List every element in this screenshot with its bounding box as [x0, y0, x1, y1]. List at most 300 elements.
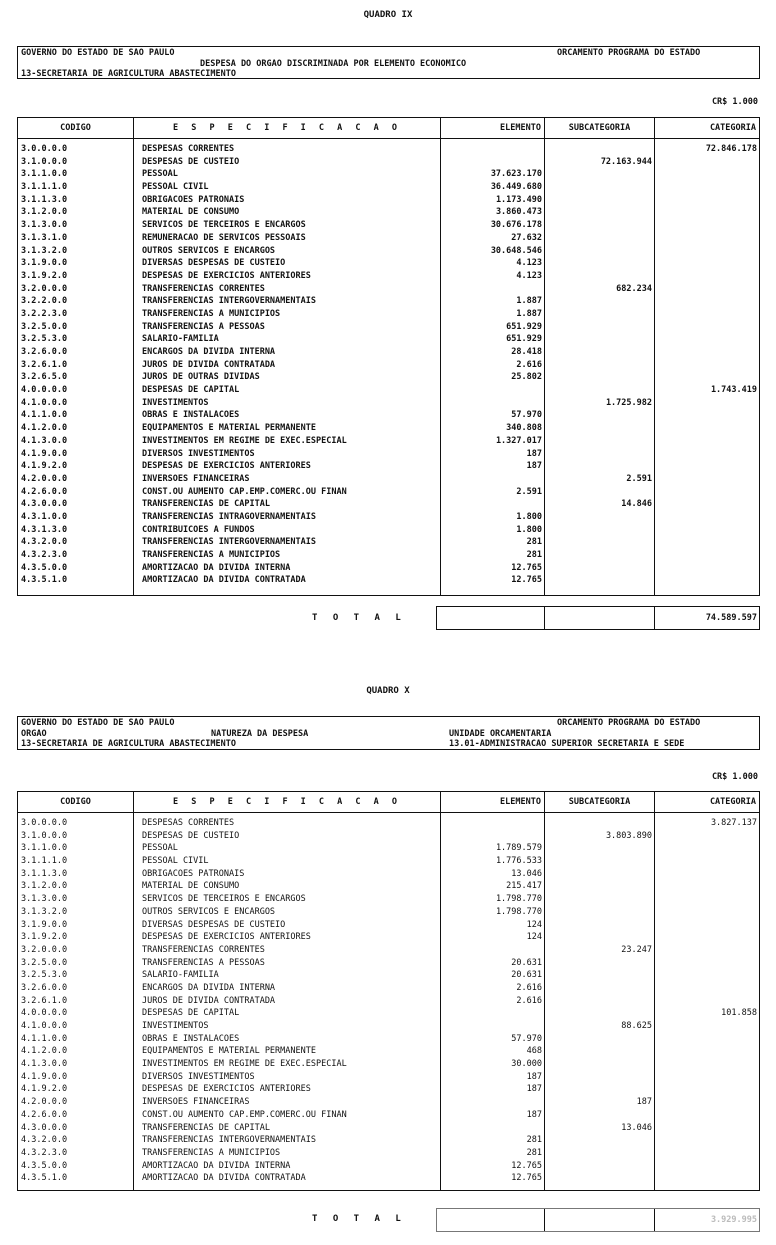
cell-elemento: 36.449.680: [490, 182, 542, 193]
cell-especificacao: DESPESAS DE CAPITAL: [142, 1008, 240, 1019]
cell-categoria: [655, 536, 759, 549]
cell-categoria: [655, 1147, 759, 1160]
cell-elemento: 1.887: [516, 308, 542, 319]
cell-especificacao: OBRIGACOES PATRONAIS: [142, 194, 245, 205]
cell-elemento: 1.887: [516, 296, 542, 307]
cell-elemento: 3.860.473: [495, 207, 542, 218]
cell-elemento: 30.648.546: [490, 245, 542, 256]
cell-subcategoria: [545, 232, 654, 245]
cell-codigo: 4.3.0.0.0: [21, 499, 68, 510]
cell-codigo: 3.2.6.1.0: [21, 995, 68, 1006]
cell-especificacao: PESSOAL CIVIL: [142, 182, 209, 193]
cell-codigo: 4.3.5.0.0: [21, 1160, 68, 1171]
cell-categoria: [655, 486, 759, 499]
cell-codigo: 3.1.3.2.0: [21, 906, 68, 917]
quadro-x-total-label: T O T A L: [312, 1214, 406, 1224]
quadro-x-title: QUADRO X: [366, 686, 410, 696]
cell-subcategoria: 187: [636, 1097, 652, 1108]
especificacao-column: [134, 139, 441, 595]
cell-codigo: 4.1.1.0.0: [21, 410, 68, 421]
cell-subcategoria: [545, 460, 654, 473]
cell-categoria: [655, 893, 759, 906]
cell-subcategoria: [545, 371, 654, 384]
subcategoria-column: [545, 813, 655, 1190]
col-header-subcategoria: SUBCATEGORIA: [545, 118, 655, 138]
cell-subcategoria: 1.725.982: [605, 397, 652, 408]
cell-especificacao: TRANSFERENCIAS A MUNICIPIOS: [142, 308, 281, 319]
cell-especificacao: DESPESAS DE EXERCICIOS ANTERIORES: [142, 461, 311, 472]
subcategoria-column: [545, 139, 655, 595]
cell-categoria: [655, 511, 759, 524]
cell-codigo: 3.1.1.3.0: [21, 868, 68, 879]
cell-codigo: 3.1.1.3.0: [21, 194, 68, 205]
cell-especificacao: INVESTIMENTOS EM REGIME DE EXEC.ESPECIAL: [142, 435, 347, 446]
cell-codigo: 3.1.1.0.0: [21, 169, 68, 180]
cell-subcategoria: [545, 257, 654, 270]
cell-codigo: 3.1.3.0.0: [21, 894, 68, 905]
cell-codigo: 4.1.3.0.0: [21, 435, 68, 446]
cell-elemento: 187: [526, 448, 542, 459]
quadro-x-unit: CR$ 1.000: [711, 772, 758, 782]
cell-codigo: 3.2.0.0.0: [21, 944, 68, 955]
cell-elemento: 281: [526, 1135, 542, 1146]
cell-especificacao: TRANSFERENCIAS A PESSOAS: [142, 321, 265, 332]
header-budget-program: ORCAMENTO PROGRAMA DO ESTADO: [557, 48, 701, 58]
cell-especificacao: AMORTIZACAO DA DIVIDA CONTRATADA: [142, 1173, 306, 1184]
cell-categoria: [655, 574, 759, 587]
codigo-column: [18, 139, 134, 595]
cell-subcategoria: [545, 969, 654, 982]
cell-codigo: 4.3.5.0.0: [21, 562, 68, 573]
cell-categoria: [655, 359, 759, 372]
cell-categoria: [655, 919, 759, 932]
cell-codigo: 4.2.0.0.0: [21, 1097, 68, 1108]
cell-categoria: [655, 283, 759, 296]
cell-subcategoria: [545, 982, 654, 995]
cell-codigo: 4.0.0.0.0: [21, 385, 68, 396]
cell-subcategoria: [545, 1083, 654, 1096]
cell-elemento: 1.776.533: [495, 856, 542, 867]
cell-especificacao: INVESTIMENTOS EM REGIME DE EXEC.ESPECIAL: [142, 1059, 347, 1070]
cell-codigo: 3.1.9.0.0: [21, 258, 68, 269]
cell-especificacao: DIVERSAS DESPESAS DE CUSTEIO: [142, 919, 286, 930]
cell-elemento: 1.798.770: [495, 906, 542, 917]
cell-subcategoria: 88.625: [621, 1021, 652, 1031]
cell-subcategoria: [545, 906, 654, 919]
cell-elemento: 1.798.770: [495, 894, 542, 905]
total-elemento: [437, 607, 545, 629]
cell-categoria: [655, 1122, 759, 1135]
cell-especificacao: DESPESAS CORRENTES: [142, 818, 235, 828]
cell-subcategoria: [545, 995, 654, 1008]
cell-especificacao: DIVERSAS DESPESAS DE CUSTEIO: [142, 258, 286, 269]
categoria-column: [655, 139, 759, 595]
cell-elemento: 281: [526, 1147, 542, 1158]
cell-elemento: [441, 283, 544, 296]
cell-subcategoria: [545, 1134, 654, 1147]
cell-elemento: 124: [526, 919, 542, 930]
cell-subcategoria: [545, 855, 654, 868]
cell-elemento: 13.046: [511, 868, 542, 879]
col-header-especificacao: E S P E C I F I C A C A O: [134, 118, 441, 138]
cell-elemento: [441, 1020, 544, 1033]
cell-codigo: 3.2.2.3.0: [21, 308, 68, 319]
cell-elemento: 2.591: [516, 486, 542, 497]
cell-codigo: 3.0.0.0.0: [21, 144, 68, 154]
total-categoria: 74.589.597: [705, 613, 757, 623]
quadro-ix-total-row: [436, 606, 760, 630]
cell-categoria: [655, 257, 759, 270]
cell-especificacao: TRANSFERENCIAS CORRENTES: [142, 283, 265, 294]
total-elemento: [437, 1209, 545, 1231]
cell-categoria: [655, 409, 759, 422]
cell-elemento: 1.800: [516, 524, 542, 535]
table-body: [18, 139, 759, 595]
cell-categoria: [655, 549, 759, 562]
cell-categoria: [655, 1083, 759, 1096]
cell-categoria: [655, 1045, 759, 1058]
cell-especificacao: EQUIPAMENTOS E MATERIAL PERMANENTE: [142, 1046, 316, 1057]
cell-especificacao: DESPESAS DE CUSTEIO: [142, 830, 240, 841]
cell-codigo: 3.1.0.0.0: [21, 156, 68, 167]
col-header-elemento: ELEMENTO: [441, 792, 545, 812]
cell-subcategoria: [545, 308, 654, 321]
cell-elemento: [441, 397, 544, 410]
cell-subcategoria: [545, 1172, 654, 1185]
cell-especificacao: TRANSFERENCIAS A PESSOAS: [142, 957, 265, 968]
cell-especificacao: REMUNERACAO DE SERVICOS PESSOAIS: [142, 232, 306, 243]
cell-codigo: 3.2.6.5.0: [21, 372, 68, 383]
cell-especificacao: TRANSFERENCIAS INTERGOVERNAMENTAIS: [142, 537, 316, 548]
cell-especificacao: TRANSFERENCIAS DE CAPITAL: [142, 1122, 270, 1133]
cell-subcategoria: [545, 1058, 654, 1071]
cell-especificacao: JUROS DE OUTRAS DIVIDAS: [142, 372, 260, 383]
cell-elemento: 468: [526, 1046, 542, 1057]
cell-especificacao: OBRIGACOES PATRONAIS: [142, 868, 245, 879]
cell-subcategoria: 13.046: [621, 1122, 652, 1133]
cell-categoria: [655, 270, 759, 283]
cell-codigo: 4.1.0.0.0: [21, 397, 68, 408]
cell-categoria: [655, 1096, 759, 1109]
table-body: [18, 813, 759, 1190]
cell-subcategoria: [545, 295, 654, 308]
cell-codigo: 4.2.0.0.0: [21, 473, 68, 484]
cell-subcategoria: [545, 1007, 654, 1020]
quadro-ix-total-label: T O T A L: [312, 613, 406, 623]
cell-categoria: [655, 473, 759, 486]
cell-subcategoria: [545, 1109, 654, 1122]
header-budget-unit: 13.01-ADMINISTRACAO SUPERIOR SECRETARIA E SEDE: [449, 739, 685, 749]
cell-codigo: 4.1.2.0.0: [21, 1046, 68, 1057]
cell-elemento: [441, 143, 544, 156]
cell-especificacao: INVESTIMENTOS: [142, 1021, 209, 1031]
cell-subcategoria: [545, 448, 654, 461]
total-subcategoria: [545, 1209, 655, 1231]
cell-elemento: 12.765: [511, 562, 542, 573]
cell-categoria: [655, 842, 759, 855]
cell-categoria: [655, 1109, 759, 1122]
cell-elemento: 187: [526, 1071, 542, 1082]
total-categoria: 3.929.995: [710, 1215, 757, 1225]
cell-especificacao: TRANSFERENCIAS INTERGOVERNAMENTAIS: [142, 1135, 316, 1146]
header-unit-label: UNIDADE ORCAMENTARIA: [449, 728, 552, 739]
header-organ: 13-SECRETARIA DE AGRICULTURA ABASTECIMENTO: [21, 739, 236, 749]
cell-especificacao: DIVERSOS INVESTIMENTOS: [142, 1071, 255, 1082]
cell-categoria: [655, 371, 759, 384]
header-nature-label: NATUREZA DA DESPESA: [211, 728, 309, 739]
cell-codigo: 4.1.9.0.0: [21, 448, 68, 459]
cell-categoria: [655, 1058, 759, 1071]
cell-subcategoria: [545, 1147, 654, 1160]
cell-codigo: 3.2.5.0.0: [21, 321, 68, 332]
quadro-ix-unit: CR$ 1.000: [711, 97, 758, 107]
cell-especificacao: JUROS DE DIVIDA CONTRATADA: [142, 359, 276, 370]
cell-subcategoria: [545, 1045, 654, 1058]
cell-especificacao: SALARIO-FAMILIA: [142, 970, 219, 981]
cell-subcategoria: [545, 957, 654, 970]
cell-codigo: 3.1.2.0.0: [21, 207, 68, 218]
cell-especificacao: TRANSFERENCIAS A MUNICIPIOS: [142, 1147, 281, 1158]
cell-subcategoria: [545, 346, 654, 359]
cell-subcategoria: [545, 486, 654, 499]
cell-subcategoria: [545, 562, 654, 575]
cell-codigo: 3.1.9.0.0: [21, 919, 68, 930]
cell-categoria: [655, 1071, 759, 1084]
cell-subcategoria: [545, 1071, 654, 1084]
cell-elemento: 340.808: [506, 423, 542, 434]
cell-codigo: 4.1.0.0.0: [21, 1021, 68, 1031]
cell-codigo: 3.1.0.0.0: [21, 830, 68, 841]
cell-subcategoria: 2.591: [626, 473, 652, 484]
cell-elemento: 124: [526, 932, 542, 943]
cell-subcategoria: 14.846: [621, 499, 652, 510]
cell-categoria: [655, 931, 759, 944]
cell-elemento: 4.123: [516, 258, 542, 269]
cell-especificacao: ENCARGOS DA DIVIDA INTERNA: [142, 347, 276, 357]
cell-subcategoria: [545, 206, 654, 219]
cell-codigo: 3.1.1.0.0: [21, 843, 68, 854]
cell-codigo: 3.2.6.1.0: [21, 359, 68, 370]
header-government: GOVERNO DO ESTADO DE SAO PAULO: [21, 48, 175, 58]
cell-codigo: 4.3.0.0.0: [21, 1122, 68, 1133]
cell-codigo: 4.2.6.0.0: [21, 486, 68, 497]
cell-elemento: [441, 1122, 544, 1135]
cell-subcategoria: [545, 880, 654, 893]
cell-subcategoria: 3.803.890: [605, 830, 652, 841]
cell-codigo: 3.1.3.2.0: [21, 245, 68, 256]
cell-codigo: 4.1.9.0.0: [21, 1071, 68, 1082]
cell-subcategoria: 682.234: [616, 283, 652, 294]
cell-categoria: [655, 168, 759, 181]
cell-subcategoria: [545, 194, 654, 207]
cell-subcategoria: [545, 817, 654, 830]
cell-codigo: 3.1.9.2.0: [21, 932, 68, 943]
cell-especificacao: TRANSFERENCIAS CORRENTES: [142, 944, 265, 955]
cell-especificacao: MATERIAL DE CONSUMO: [142, 881, 240, 892]
cell-elemento: 2.616: [516, 995, 542, 1006]
cell-elemento: 30.000: [511, 1059, 542, 1070]
cell-especificacao: OBRAS E INSTALACOES: [142, 410, 240, 421]
categoria-column: [655, 813, 759, 1190]
cell-especificacao: EQUIPAMENTOS E MATERIAL PERMANENTE: [142, 423, 316, 434]
cell-codigo: 4.0.0.0.0: [21, 1008, 68, 1019]
cell-elemento: [441, 384, 544, 397]
cell-subcategoria: [545, 168, 654, 181]
header-budget-program: ORCAMENTO PROGRAMA DO ESTADO: [557, 718, 701, 728]
cell-categoria: [655, 448, 759, 461]
cell-especificacao: PESSOAL: [142, 843, 178, 854]
cell-categoria: [655, 1134, 759, 1147]
cell-elemento: 187: [526, 1109, 542, 1120]
cell-elemento: 28.418: [511, 347, 542, 357]
codigo-column: [18, 813, 134, 1190]
cell-especificacao: ENCARGOS DA DIVIDA INTERNA: [142, 982, 276, 993]
cell-categoria: 72.846.178: [705, 144, 757, 154]
cell-categoria: [655, 232, 759, 245]
cell-subcategoria: [545, 893, 654, 906]
cell-subcategoria: 72.163.944: [600, 156, 652, 167]
quadro-x-table: [17, 791, 760, 1191]
cell-especificacao: DESPESAS DE CAPITAL: [142, 385, 240, 396]
cell-elemento: 651.929: [506, 334, 542, 345]
cell-elemento: 2.616: [516, 982, 542, 993]
col-header-subcategoria: SUBCATEGORIA: [545, 792, 655, 812]
cell-especificacao: DESPESAS CORRENTES: [142, 144, 235, 154]
cell-categoria: [655, 562, 759, 575]
cell-categoria: [655, 181, 759, 194]
header-organ-label: ORGAO: [21, 728, 47, 739]
cell-subcategoria: [545, 384, 654, 397]
cell-elemento: 20.631: [511, 970, 542, 981]
cell-subcategoria: [545, 536, 654, 549]
cell-especificacao: AMORTIZACAO DA DIVIDA INTERNA: [142, 1160, 291, 1171]
cell-categoria: [655, 906, 759, 919]
cell-especificacao: INVESTIMENTOS: [142, 397, 209, 408]
cell-subcategoria: [545, 919, 654, 932]
cell-codigo: 4.3.5.1.0: [21, 1173, 68, 1184]
cell-especificacao: OUTROS SERVICOS E ENCARGOS: [142, 906, 276, 917]
cell-elemento: [441, 156, 544, 169]
cell-elemento: 187: [526, 1084, 542, 1095]
header-organ: 13-SECRETARIA DE AGRICULTURA ABASTECIMENTO: [21, 69, 236, 79]
cell-subcategoria: [545, 524, 654, 537]
cell-elemento: 1.327.017: [495, 435, 542, 446]
cell-especificacao: AMORTIZACAO DA DIVIDA INTERNA: [142, 562, 291, 573]
cell-especificacao: CONST.OU AUMENTO CAP.EMP.COMERC.OU FINAN: [142, 486, 347, 497]
cell-especificacao: SERVICOS DE TERCEIROS E ENCARGOS: [142, 220, 306, 231]
cell-codigo: 4.3.2.0.0: [21, 537, 68, 548]
col-header-categoria: CATEGORIA: [709, 797, 756, 807]
elemento-column: [441, 139, 545, 595]
cell-categoria: [655, 524, 759, 537]
table-header-row: [18, 792, 759, 813]
cell-codigo: 4.1.1.0.0: [21, 1033, 68, 1044]
cell-elemento: 651.929: [506, 321, 542, 332]
cell-subcategoria: [545, 409, 654, 422]
cell-especificacao: DIVERSOS INVESTIMENTOS: [142, 448, 255, 459]
cell-elemento: 20.631: [511, 957, 542, 968]
cell-categoria: [655, 944, 759, 957]
cell-elemento: 27.632: [511, 232, 542, 243]
cell-especificacao: TRANSFERENCIAS INTRAGOVERNAMENTAIS: [142, 511, 316, 522]
cell-especificacao: DESPESAS DE EXERCICIOS ANTERIORES: [142, 932, 311, 943]
cell-codigo: 3.2.5.3.0: [21, 334, 68, 345]
cell-elemento: [441, 817, 544, 830]
cell-subcategoria: [545, 359, 654, 372]
cell-codigo: 3.0.0.0.0: [21, 818, 68, 828]
cell-codigo: 4.3.2.3.0: [21, 550, 68, 560]
cell-elemento: 281: [526, 537, 542, 548]
cell-categoria: [655, 333, 759, 346]
cell-elemento: 12.765: [511, 1173, 542, 1184]
quadro-x-header-box: [17, 716, 760, 750]
cell-subcategoria: [545, 333, 654, 346]
especificacao-column: [134, 813, 441, 1190]
cell-categoria: [655, 245, 759, 258]
cell-elemento: 187: [526, 461, 542, 472]
elemento-column: [441, 813, 545, 1190]
cell-codigo: 3.1.1.1.0: [21, 856, 68, 867]
cell-categoria: [655, 219, 759, 232]
cell-elemento: [441, 830, 544, 843]
cell-especificacao: MATERIAL DE CONSUMO: [142, 207, 240, 218]
cell-codigo: 4.2.6.0.0: [21, 1109, 68, 1120]
cell-especificacao: TRANSFERENCIAS A MUNICIPIOS: [142, 550, 281, 560]
cell-codigo: 4.1.9.2.0: [21, 461, 68, 472]
table-header-row: [18, 118, 759, 139]
cell-codigo: 3.2.6.0.0: [21, 347, 68, 357]
cell-especificacao: CONTRIBUICOES A FUNDOS: [142, 524, 255, 535]
cell-subcategoria: [545, 181, 654, 194]
cell-subcategoria: [545, 321, 654, 334]
cell-categoria: [655, 969, 759, 982]
quadro-ix-title: QUADRO IX: [363, 10, 413, 20]
cell-especificacao: INVERSOES FINANCEIRAS: [142, 473, 250, 484]
cell-subcategoria: [545, 868, 654, 881]
col-header-elemento: ELEMENTO: [441, 118, 545, 138]
cell-subcategoria: [545, 931, 654, 944]
cell-especificacao: PESSOAL: [142, 169, 178, 180]
cell-especificacao: DESPESAS DE EXERCICIOS ANTERIORES: [142, 1084, 311, 1095]
cell-codigo: 3.2.5.3.0: [21, 970, 68, 981]
cell-categoria: [655, 995, 759, 1008]
cell-especificacao: SALARIO-FAMILIA: [142, 334, 219, 345]
cell-especificacao: JUROS DE DIVIDA CONTRATADA: [142, 995, 276, 1006]
cell-subcategoria: [545, 1160, 654, 1173]
cell-codigo: 3.1.1.1.0: [21, 182, 68, 193]
cell-codigo: 4.3.1.3.0: [21, 524, 68, 535]
cell-codigo: 3.1.9.2.0: [21, 270, 68, 281]
cell-categoria: [655, 206, 759, 219]
cell-especificacao: DESPESAS DE CUSTEIO: [142, 156, 240, 167]
cell-especificacao: AMORTIZACAO DA DIVIDA CONTRATADA: [142, 575, 306, 586]
cell-categoria: [655, 982, 759, 995]
cell-elemento: [441, 1096, 544, 1109]
cell-codigo: 3.2.5.0.0: [21, 957, 68, 968]
cell-subcategoria: [545, 270, 654, 283]
cell-categoria: [655, 1020, 759, 1033]
cell-elemento: 2.616: [516, 359, 542, 370]
header-government: GOVERNO DO ESTADO DE SAO PAULO: [21, 718, 175, 728]
cell-categoria: [655, 156, 759, 169]
cell-codigo: 3.2.0.0.0: [21, 283, 68, 294]
header-report-title: DESPESA DO ORGAO DISCRIMINADA POR ELEMENTO ECONOMICO: [200, 58, 467, 69]
cell-categoria: [655, 295, 759, 308]
cell-codigo: 4.3.2.0.0: [21, 1135, 68, 1146]
cell-elemento: 57.970: [511, 1033, 542, 1044]
cell-subcategoria: [545, 143, 654, 156]
cell-subcategoria: [545, 245, 654, 258]
